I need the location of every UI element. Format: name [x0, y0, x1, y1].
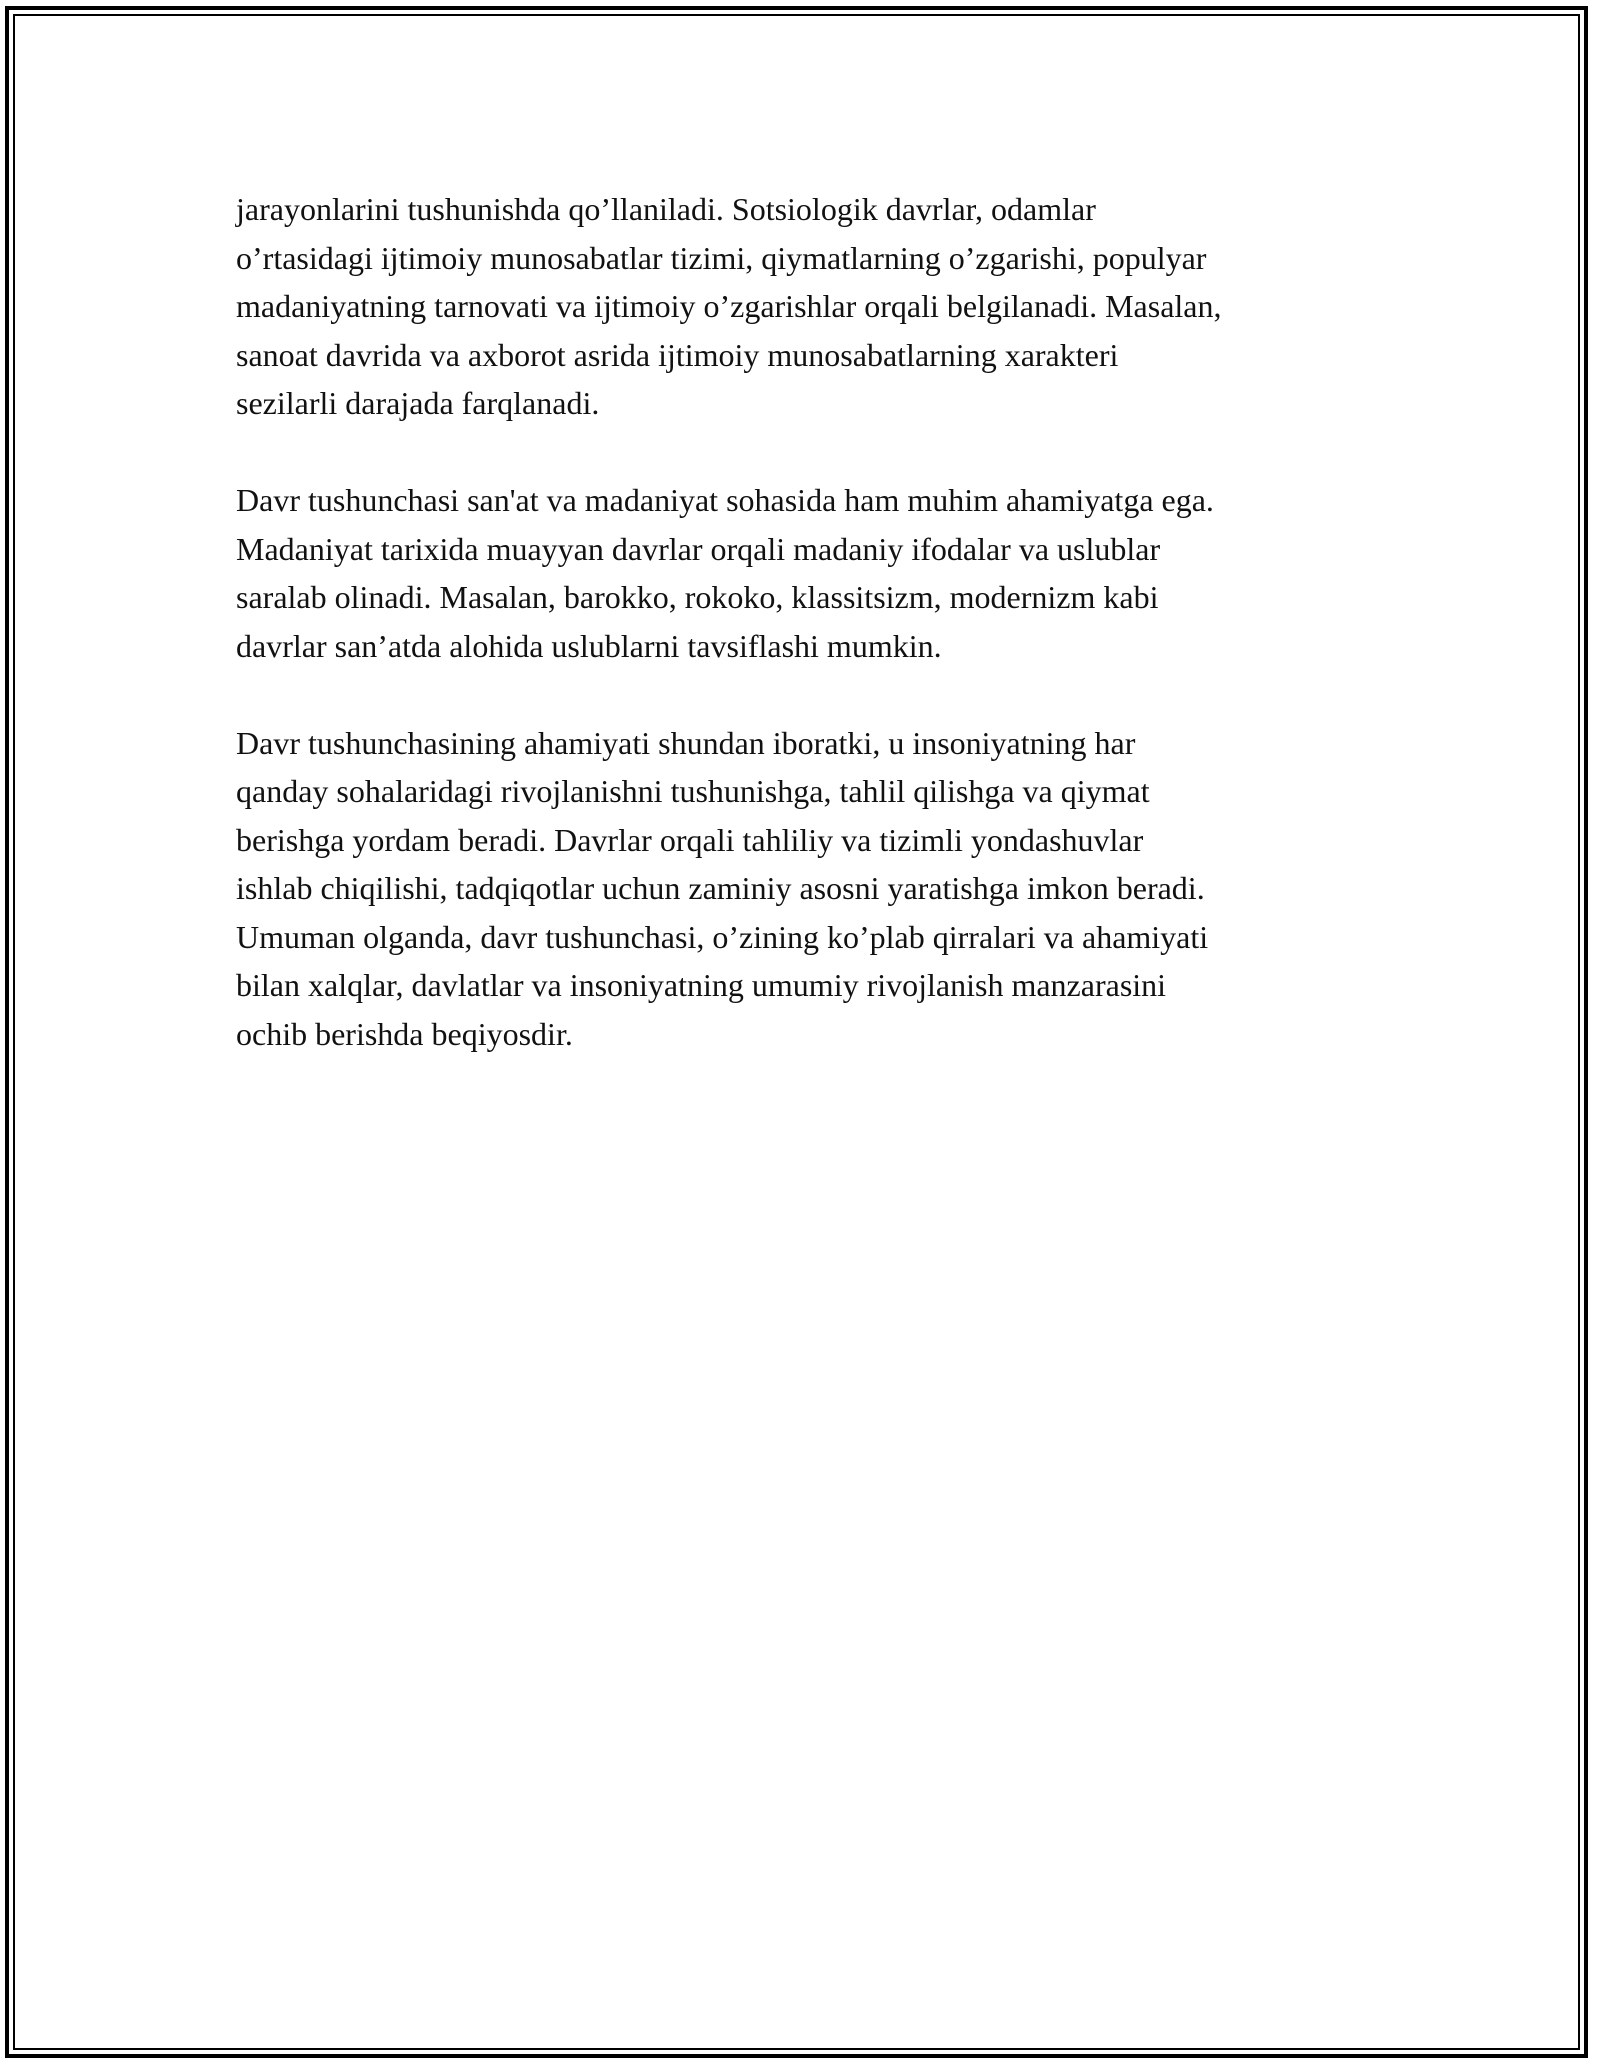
text-line: davrlar san’atda alohida uslublarni tavsiflashi mumkin.: [236, 627, 942, 664]
text-line: ishlab chiqilishi, tadqiqotlar uchun zaminiy asosni yaratishga imkon beradi.: [236, 870, 1205, 906]
text-line: sanoat davrida va axborot asrida ijtimoiy munosabatlarning xarakteri: [236, 336, 1119, 373]
text-line: berishga yordam beradi. Davrlar orqali tahliliy va tizimli yondashuvlar: [236, 821, 1144, 858]
text-line: saralab olinadi. Masalan, barokko, rokoko, klassitsizm, modernizm kabi: [236, 579, 1159, 615]
text-line: ochib berishda beqiyosdir.: [236, 1015, 573, 1052]
paragraph-3: [236, 719, 1376, 1059]
paragraph-1: [236, 185, 1376, 428]
paragraph-2: [236, 476, 1376, 670]
text-line: Madaniyat tarixida muayyan davrlar orqali madaniy ifodalar va uslublar: [236, 530, 1161, 567]
text-line: madaniyatning tarnovati va ijtimoiy o’zgarishlar orqali belgilanadi. Masalan,: [236, 288, 1222, 324]
document-body: [236, 185, 1376, 1107]
text-line: bilan xalqlar, davlatlar va insoniyatning umumiy rivojlanish manzarasini: [236, 967, 1167, 1003]
text-line: Davr tushunchasi san'at va madaniyat sohasida ham muhim ahamiyatga ega.: [236, 482, 1214, 518]
text-line: sezilarli darajada farqlanadi.: [236, 385, 600, 421]
text-line: Umuman olganda, davr tushunchasi, o’zining ko’plab qirralari va ahamiyati: [236, 918, 1209, 955]
text-line: jarayonlarini tushunishda qo’llaniladi. Sotsiologik davrlar, odamlar: [236, 191, 1096, 227]
text-line: Davr tushunchasining ahamiyati shundan iboratki, u insoniyatning har: [236, 724, 1136, 761]
text-line: o’rtasidagi ijtimoiy munosabatlar tizimi, qiymatlarning o’zgarishi, populyar: [236, 239, 1207, 276]
text-line: qanday sohalaridagi rivojlanishni tushunishga, tahlil qilishga va qiymat: [236, 773, 1150, 809]
